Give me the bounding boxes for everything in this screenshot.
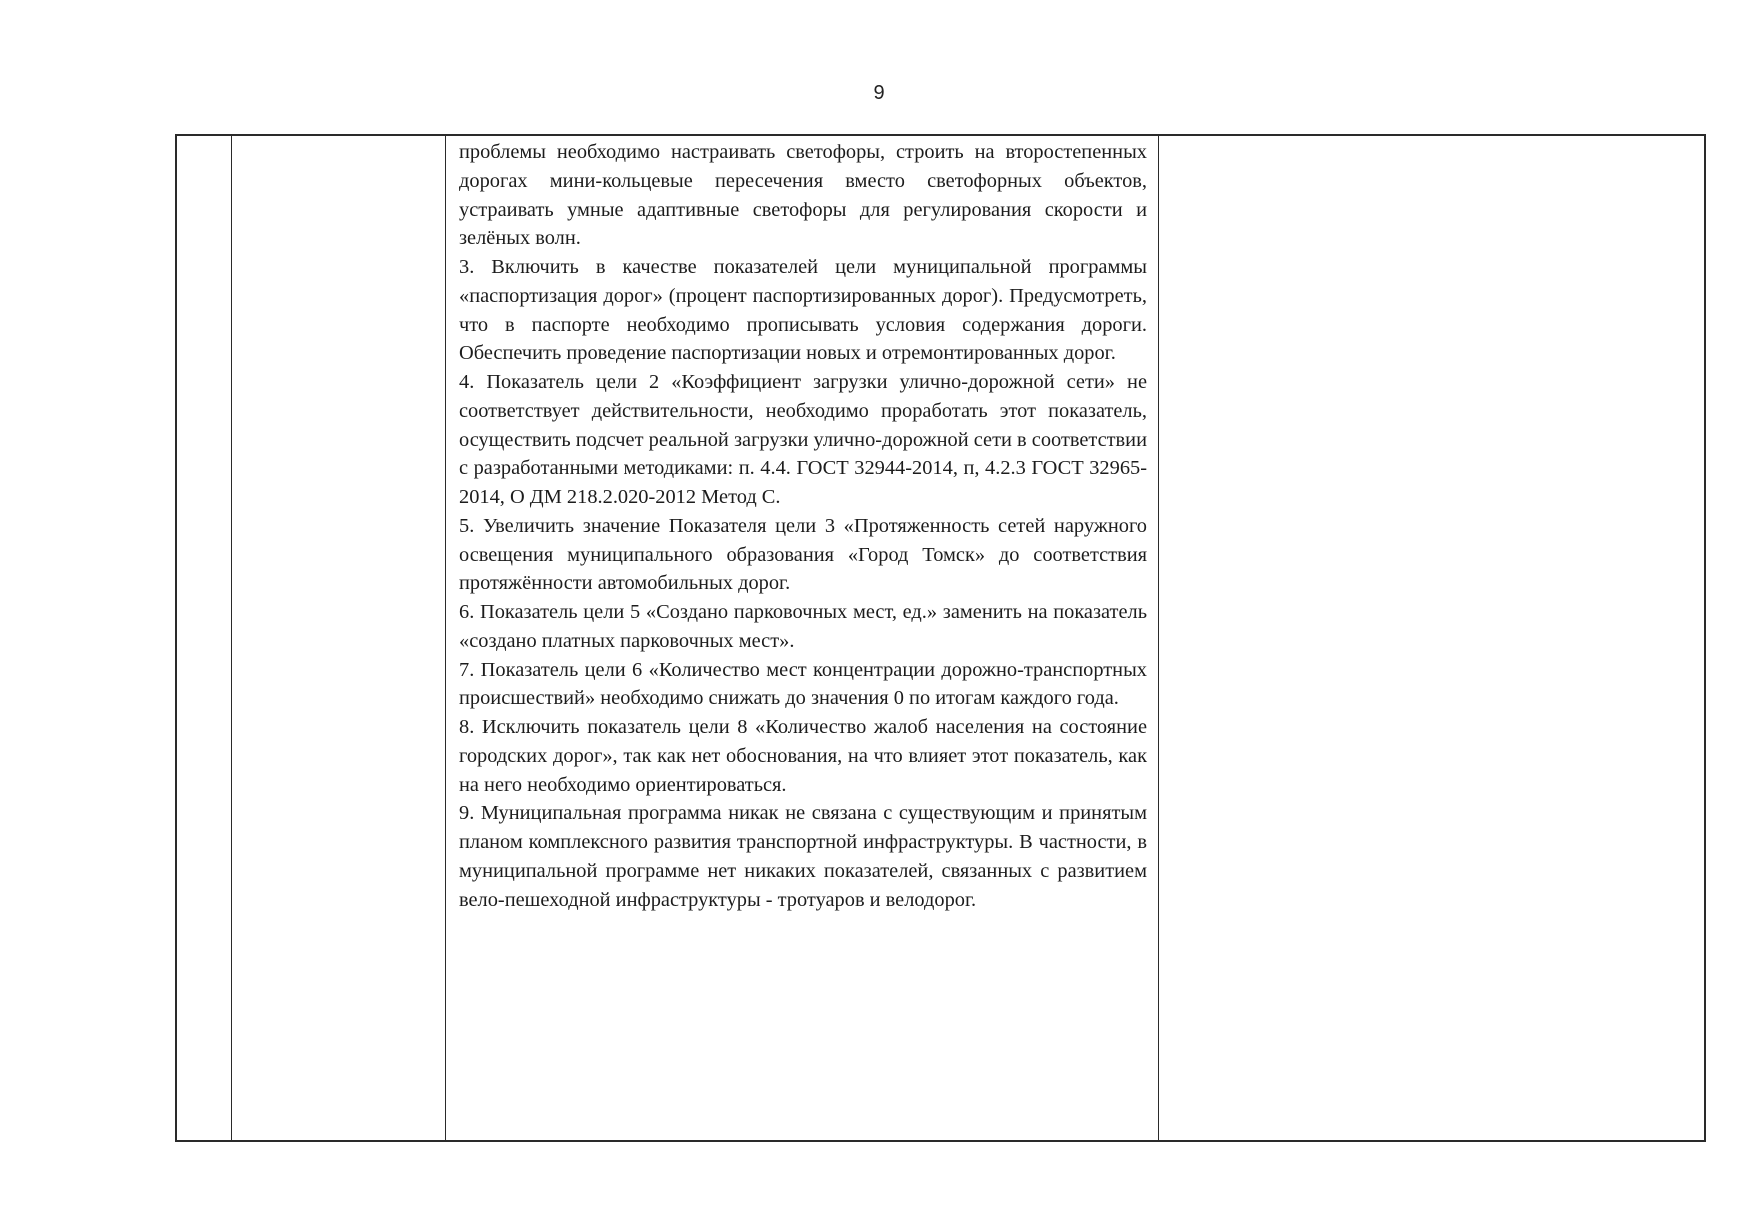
table <box>175 134 1706 1142</box>
proposal-paragraph: 8. Исключить показатель цели 8 «Количество жалоб населения на состояние городских дорог», так как нет обоснования, на что влияет этот показатель, как на него необходимо ориентироваться. <box>459 716 1147 796</box>
proposal-paragraph: 7. Показатель цели 6 «Количество мест концентрации дорожно-транспортных происшествий» необходимо снижать до значения 0 по итогам каждого года. <box>459 658 1147 710</box>
column-divider-1 <box>231 136 232 1140</box>
page-number: 9 <box>873 82 885 104</box>
proposal-paragraph: 6. Показатель цели 5 «Создано парковочных мест, ед.» заменить на показатель «создано платных парковочных мест». <box>459 601 1147 652</box>
proposal-paragraph: 4. Показатель цели 2 «Коэффициент загрузки улично-дорожной сети» не соответствует действительности, необходимо проработать этот показатель, осуществить подсчет реальной загрузки улично-дорожной сети в соответствии с разработанными методиками: п. 4.4. ГОСТ 32944-2014, п, 4.2.3 ГОСТ 32965-2014, О ДМ 218.2.020-2012 Метод С. <box>459 371 1147 508</box>
column-divider-2 <box>445 136 446 1140</box>
table-cell-proposals <box>459 138 1147 914</box>
proposal-paragraph: проблемы необходимо настраивать светофоры, строить на второстепенных дорогах мини-кольцевые пересечения вместо светофорных объектов, устраивать умные адаптивные светофоры для регулирования скорости и зелёных волн. <box>459 141 1147 250</box>
proposal-paragraph: 3. Включить в качестве показателей цели муниципальной программы «паспортизация дорог» (процент паспортизированных дорог). Предусмотреть, что в паспорте необходимо прописывать условия содержания дороги. Обеспечить проведение паспортизации новых и отремонтированных дорог. <box>459 256 1147 365</box>
proposal-paragraph: 9. Муниципальная программа никак не связана с существующим и принятым планом комплексного развития транспортной инфраструктуры. В частности, в муниципальной программе нет никаких показателей, связанных с развитием вело-пешеходной инфраструктуры - тротуаров и велодорог. <box>459 802 1147 911</box>
column-divider-3 <box>1158 136 1159 1140</box>
proposal-paragraph: 5. Увеличить значение Показателя цели 3 «Протяженность сетей наружного освещения муниципального образования «Город Томск» до соответствия протяжённости автомобильных дорог. <box>459 514 1147 595</box>
